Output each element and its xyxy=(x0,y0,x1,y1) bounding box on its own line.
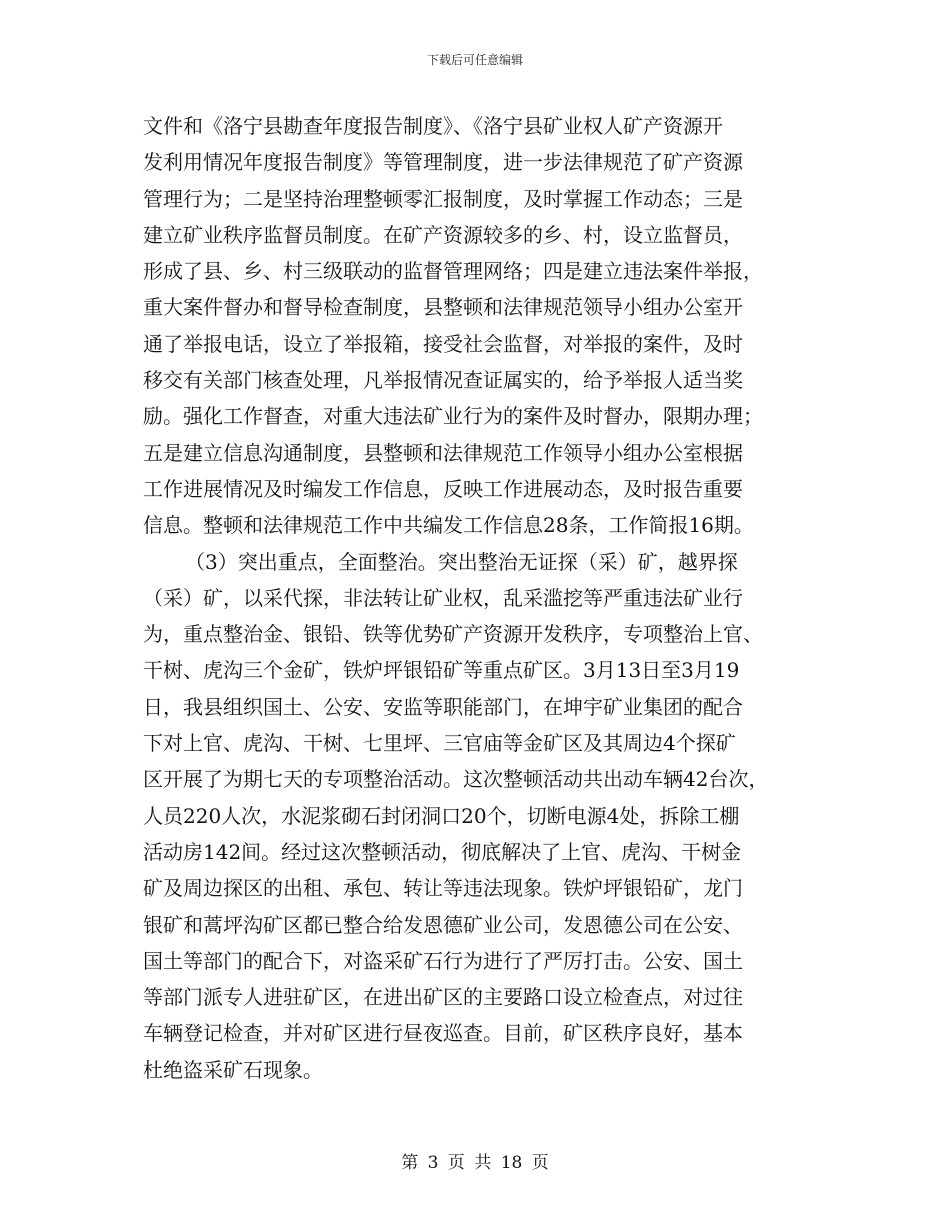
page-number: 第 3 页 共 18 页 xyxy=(401,1153,549,1173)
text-line: 活动房142间。经过这次整顿活动，彻底解决了上官、虎沟、干树金 xyxy=(143,839,742,864)
text-line: 移交有关部门核查处理，凡举报情况查证属实的，给予举报人适当奖 xyxy=(143,368,743,393)
text-line: 银矿和蒿坪沟矿区都已整合给发恩德矿业公司，发恩德公司在公安、 xyxy=(143,912,743,937)
text-line: 重大案件督办和督导检查制度，县整顿和法律规范领导小组办公室开 xyxy=(143,295,743,320)
text-line: 区开展了为期七天的专项整治活动。这次整顿活动共出动车辆42台次， xyxy=(143,767,769,792)
text-line: 形成了县、乡、村三级联动的监督管理网络；四是建立违法案件举报， xyxy=(143,259,763,284)
text-line: 为，重点整治金、银铅、铁等优势矿产资源开发秩序，专项整治上官、 xyxy=(143,622,763,647)
text-line: 五是建立信息沟通制度，县整顿和法律规范工作领导小组办公室根据 xyxy=(143,440,743,465)
text-line: 车辆登记检查，并对矿区进行昼夜巡查。目前，矿区秩序良好，基本 xyxy=(143,1021,743,1046)
text-line: 杜绝盗采矿石现象。 xyxy=(143,1057,323,1082)
page-header: 下载后可任意编辑 xyxy=(426,53,523,67)
text-line: 发利用情况年度报告制度》等管理制度，进一步法律规范了矿产资源 xyxy=(143,150,743,175)
text-line: 工作进展情况及时编发工作信息，反映工作进展动态，及时报告重要 xyxy=(143,476,743,501)
document-body xyxy=(143,108,811,1088)
paragraph-start-line: （3）突出重点，全面整治。突出整治无证探（采）矿，越界探 xyxy=(185,549,738,574)
text-line: 矿及周边探区的出租、承包、转让等违法现象。铁炉坪银铅矿，龙门 xyxy=(143,876,743,901)
text-line: 建立矿业秩序监督员制度。在矿产资源较多的乡、村，设立监督员， xyxy=(143,222,743,247)
text-line: 信息。整顿和法律规范工作中共编发工作信息28条，工作简报16期。 xyxy=(143,513,754,538)
text-line: 人员220人次，水泥浆砌石封闭洞口20个，切断电源4处，拆除工棚 xyxy=(143,803,740,828)
text-line: 干树、虎沟三个金矿，铁炉坪银铅矿等重点矿区。3月13日至3月19 xyxy=(143,658,740,683)
text-line: 励。强化工作督查，对重大违法矿业行为的案件及时督办，限期办理； xyxy=(143,404,763,429)
text-line: 日，我县组织国土、公安、安监等职能部门，在坤宇矿业集团的配合 xyxy=(143,694,743,719)
text-line: 等部门派专人进驻矿区，在进出矿区的主要路口设立检查点，对过往 xyxy=(143,985,743,1010)
text-line: 管理行为；二是坚持治理整顿零汇报制度，及时掌握工作动态；三是 xyxy=(143,186,743,211)
text-line: 文件和《洛宁县勘查年度报告制度》、《洛宁县矿业权人矿产资源开 xyxy=(143,114,723,138)
text-line: 通了举报电话，设立了举报箱，接受社会监督，对举报的案件，及时 xyxy=(143,331,743,356)
text-line: 下对上官、虎沟、干树、七里坪、三官庙等金矿区及其周边4个探矿 xyxy=(143,731,736,756)
text-line: （采）矿，以采代探，非法转让矿业权，乱采滥挖等严重违法矿业行 xyxy=(143,585,743,610)
text-line: 国土等部门的配合下，对盗采矿石行为进行了严厉打击。公安、国土 xyxy=(143,948,743,973)
